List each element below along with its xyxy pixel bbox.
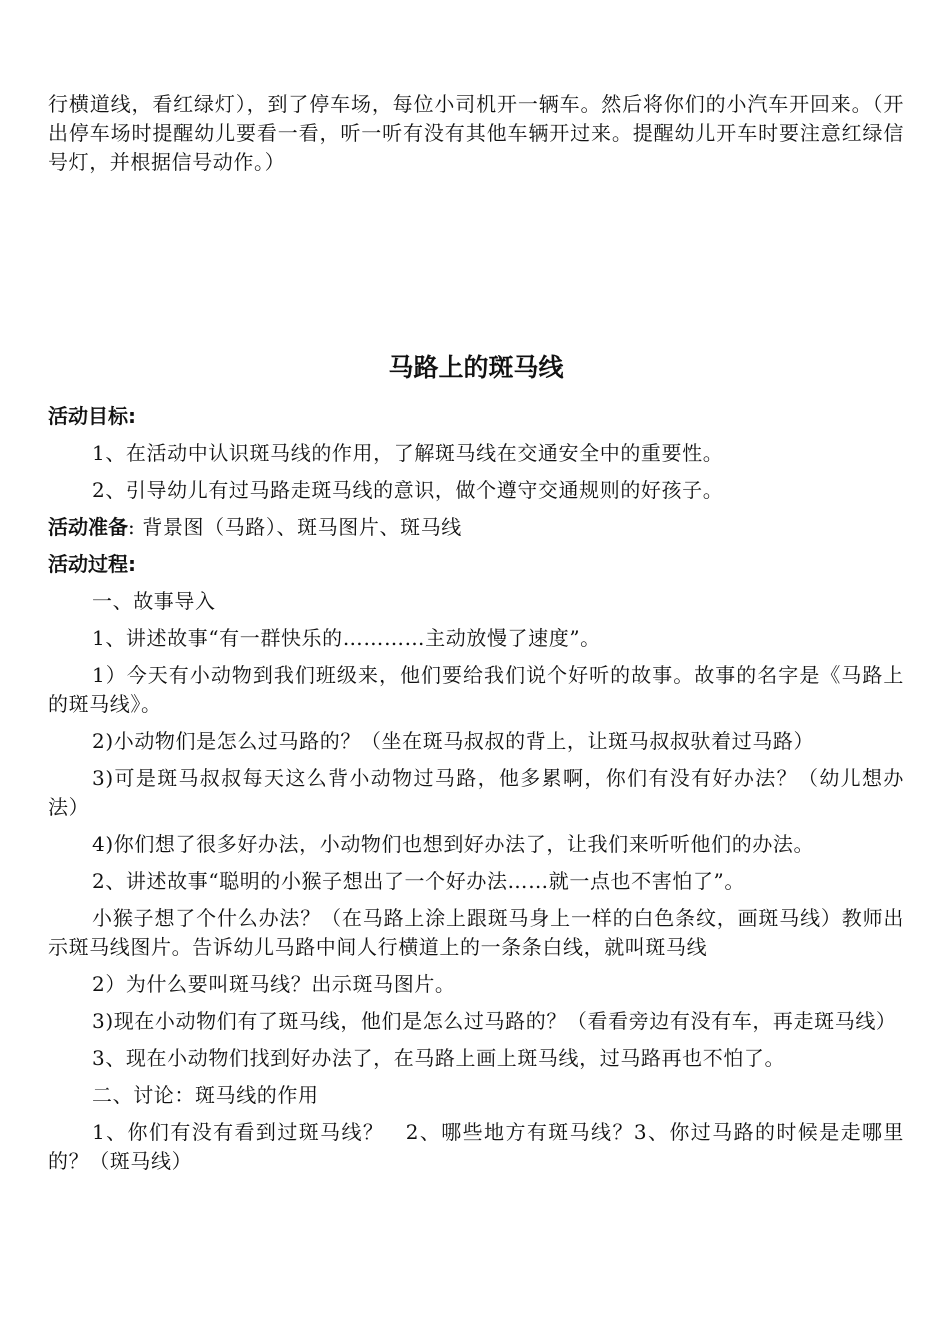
- goals-heading: 活动目标:: [48, 404, 136, 428]
- continued-paragraph: 行横道线，看红绿灯），到了停车场，每位小司机开一辆车。然后将你们的小汽车开回来。（开出停车场时提醒幼儿要看一看，听一听有没有其他车辆开过来。提醒幼儿开车时要注意红绿信号灯，并根据信号动作。）: [48, 92, 904, 174]
- process-paragraph: 2、讲述故事“聪明的小猴子想出了一个好办法……就一点也不害怕了”。: [92, 869, 745, 893]
- document-page: [48, 90, 904, 1173]
- process-paragraph: 3)现在小动物们有了斑马线，他们是怎么过马路的？（看看旁边有没有车，再走斑马线）: [92, 1009, 897, 1033]
- process-heading: 活动过程:: [48, 552, 136, 576]
- prep-heading: 活动准备: [48, 515, 128, 539]
- process-paragraph: 2)小动物们是怎么过马路的？（坐在斑马叔叔的背上，让斑马叔叔驮着过马路）: [92, 729, 815, 753]
- process-paragraph: 一、故事导入: [92, 589, 216, 613]
- process-paragraph: 1）今天有小动物到我们班级来，他们要给我们说个好听的故事。故事的名字是《马路上的斑马线》。: [48, 663, 904, 716]
- process-paragraph: 1、你们有没有看到过斑马线？ 2、哪些地方有斑马线？3、你过马路的时候是走哪里的？（斑马线）: [48, 1120, 904, 1173]
- process-paragraph: 2）为什么要叫斑马线？出示斑马图片。: [92, 972, 456, 996]
- process-paragraph: 二、讨论：斑马线的作用: [92, 1083, 319, 1107]
- process-paragraph: 3)可是斑马叔叔每天这么背小动物过马路，他多累啊，你们有没有好办法？（幼儿想办法）: [48, 766, 904, 819]
- document-title: 马路上的斑马线: [388, 353, 564, 382]
- process-paragraph: 1、讲述故事“有一群快乐的…………主动放慢了速度”。: [92, 626, 601, 650]
- goal-item: 2、引导幼儿有过马路走斑马线的意识，做个遵守交通规则的好孩子。: [92, 478, 724, 502]
- process-paragraph: 小猴子想了个什么办法？（在马路上涂上跟斑马身上一样的白色条纹，画斑马线）教师出示斑马线图片。告诉幼儿马路中间人行横道上的一条条白线，就叫斑马线: [48, 906, 904, 959]
- lesson-body: [48, 402, 904, 1184]
- process-paragraph: 3、现在小动物们找到好办法了，在马路上画上斑马线，过马路再也不怕了。: [92, 1046, 786, 1070]
- goal-item: 1、在活动中认识斑马线的作用，了解斑马线在交通安全中的重要性。: [92, 441, 724, 465]
- prep-value: : 背景图（马路）、斑马图片、斑马线: [128, 515, 462, 539]
- prep-row: [48, 513, 904, 542]
- process-paragraph: 4)你们想了很多好办法，小动物们也想到好办法了，让我们来听听他们的办法。: [92, 832, 815, 856]
